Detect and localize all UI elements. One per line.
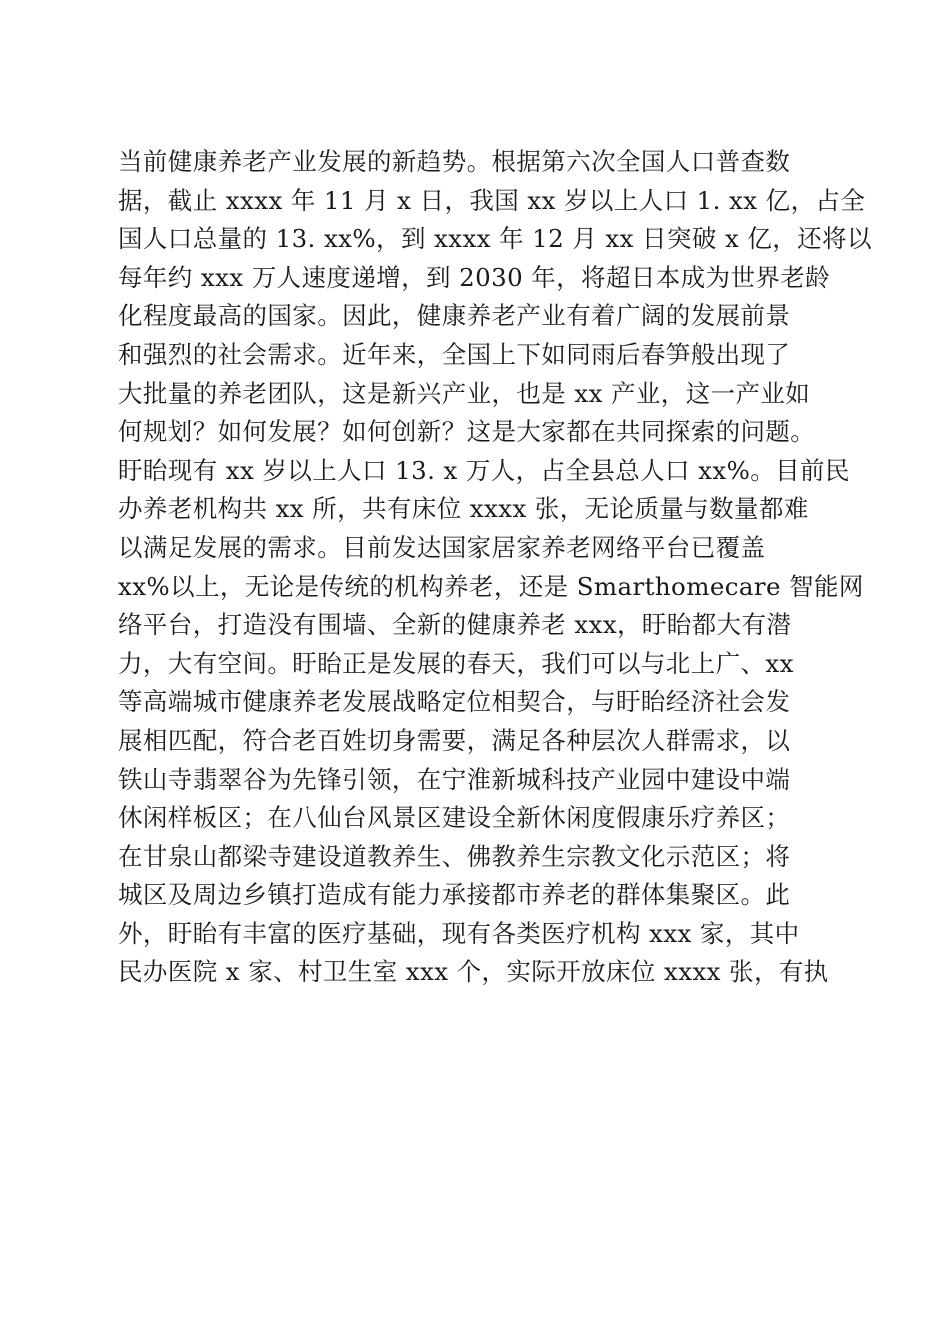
body-paragraph — [118, 143, 872, 992]
text-line: 展相匹配，符合老百姓切身需要，满足各种层次人群需求，以 — [118, 725, 791, 755]
text-line: 在甘泉山都梁寺建设道教养生、佛教养生宗教文化示范区；将 — [118, 841, 791, 871]
text-line: 城区及周边乡镇打造成有能力承接都市养老的群体集聚区。此 — [118, 880, 791, 910]
text-line: 铁山寺翡翠谷为先锋引领，在宁淮新城科技产业园中建设中端 — [118, 764, 791, 794]
text-line: 等高端城市健康养老发展战略定位相契合，与盱眙经济社会发 — [118, 687, 791, 717]
text-line: 以满足发展的需求。目前发达国家居家养老网络平台已覆盖 — [118, 532, 766, 562]
text-line: 当前健康养老产业发展的新趋势。根据第六次全国人口普查数 — [118, 147, 791, 176]
text-line: 化程度最高的国家。因此，健康养老产业有着广阔的发展前景 — [118, 301, 791, 331]
text-line: 盱眙现有 xx 岁以上人口 13. x 万人，占全县总人口 xx%。目前民 — [118, 455, 850, 485]
text-line: 络平台，打造没有围墙、全新的健康养老 xxx，盱眙都大有潜 — [118, 610, 792, 640]
text-line: 据，截止 xxxx 年 11 月 x 日，我国 xx 岁以上人口 1. xx 亿，占全 — [118, 185, 866, 215]
text-line: 何规划？如何发展？如何创新？这是大家都在共同探索的问题。 — [118, 417, 816, 447]
text-line: 大批量的养老团队，这是新兴产业，也是 xx 产业，这一产业如 — [118, 378, 811, 408]
text-line: 每年约 xxx 万人速度递增，到 2030 年，将超日本成为世界老龄 — [118, 262, 831, 292]
text-line: 办养老机构共 xx 所，共有床位 xxxx 张，无论质量与数量都难 — [118, 494, 809, 524]
text-line: 和强烈的社会需求。近年来，全国上下如同雨后春笋般出现了 — [118, 339, 791, 369]
text-line: 国人口总量的 13. xx%，到 xxxx 年 12 月 xx 日突破 x 亿，还将以 — [118, 224, 872, 254]
text-line: xx%以上，无论是传统的机构养老，还是 Smarthomecare 智能网 — [118, 571, 864, 601]
text-line: 力，大有空间。盱眙正是发展的春天，我们可以与北上广、xx — [118, 648, 794, 678]
text-line: 民办医院 x 家、村卫生室 xxx 个，实际开放床位 xxxx 张，有执 — [118, 957, 829, 987]
text-line: 休闲样板区；在八仙台风景区建设全新休闲度假康乐疗养区； — [118, 803, 791, 833]
text-line: 外，盱眙有丰富的医疗基础，现有各类医疗机构 xxx 家，其中 — [118, 918, 800, 948]
